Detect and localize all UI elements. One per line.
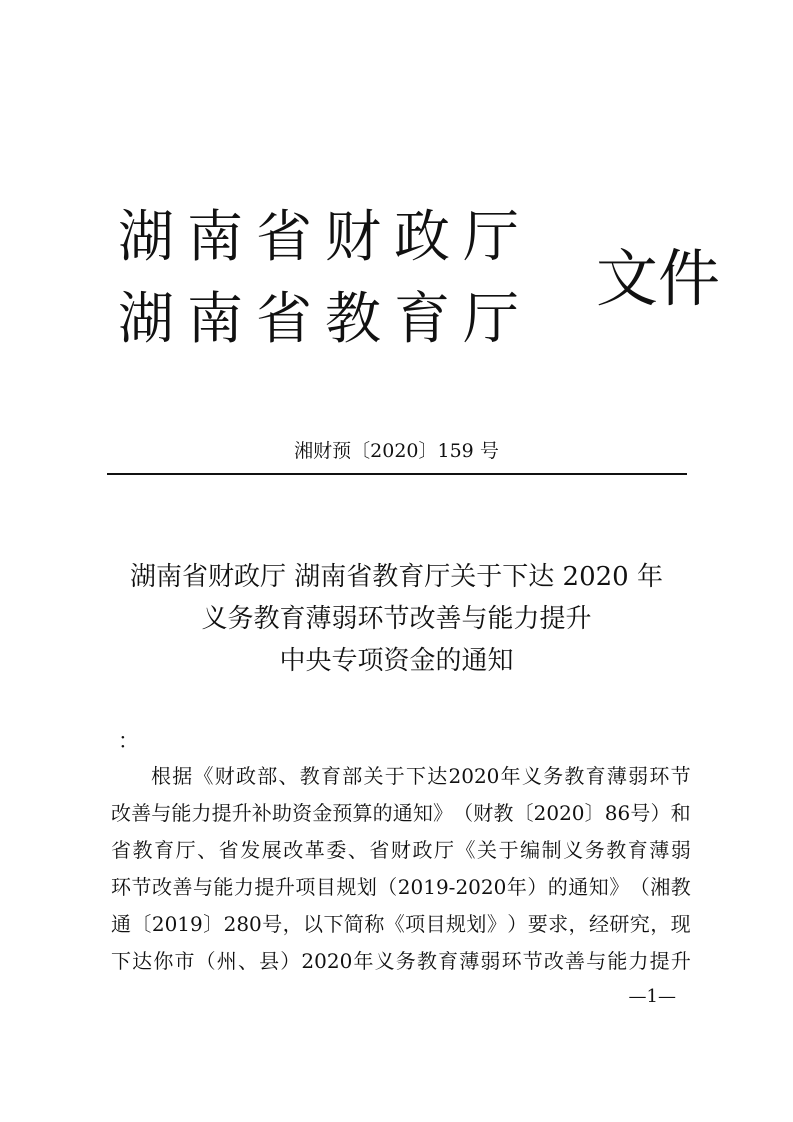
body-glyph: （ — [453, 801, 474, 825]
title-line: 义务教育薄弱环节改善与能力提升 — [201, 604, 592, 634]
body-glyph: 年 — [506, 875, 527, 899]
body-glyph: 力 — [191, 801, 212, 825]
body-glyph: 《 — [193, 764, 214, 788]
page-number: —1— — [628, 986, 676, 1007]
body-glyph: 的 — [372, 801, 393, 825]
body-glyph: 薄 — [606, 764, 627, 788]
body-glyph: 薄 — [459, 949, 480, 973]
body-glyph: 改 — [543, 949, 564, 973]
body-glyph: 升 — [231, 801, 252, 825]
body-glyph: 育 — [154, 838, 175, 862]
body-glyph: 86 — [604, 801, 631, 825]
body-glyph: 教 — [416, 949, 437, 973]
body-glyph: 的 — [547, 875, 568, 899]
body-glyph: 提 — [211, 801, 232, 825]
body-glyph: 2020 — [301, 949, 353, 973]
title-line: 中央专项资金的通知 — [279, 646, 514, 676]
body-glyph: 2020 — [533, 801, 585, 825]
body-glyph: 力 — [233, 875, 254, 899]
body-glyph: 教 — [670, 875, 691, 899]
body-glyph: 关 — [363, 764, 384, 788]
body-glyph: 弱 — [628, 764, 649, 788]
body-glyph: 改 — [151, 875, 172, 899]
body-glyph: 编 — [520, 838, 541, 862]
body-glyph: 现 — [670, 912, 691, 936]
body-text — [111, 758, 691, 980]
body-glyph: 《 — [384, 912, 405, 936]
body-line — [111, 906, 691, 943]
body-glyph: 升 — [670, 949, 691, 973]
body-glyph: 〕 — [203, 912, 224, 936]
document-number: 湘财预〔2020〕159 号 — [294, 440, 499, 462]
body-glyph: 发 — [240, 838, 261, 862]
body-glyph: 要 — [527, 912, 548, 936]
body-glyph: 州 — [216, 949, 237, 973]
body-glyph: 280 — [223, 912, 262, 936]
body-glyph: 下 — [111, 949, 131, 973]
header-divider — [107, 473, 687, 475]
body-glyph: 、 — [347, 838, 368, 862]
body-glyph: 政 — [236, 764, 256, 788]
body-glyph: 划 — [466, 912, 487, 936]
body-glyph: 金 — [312, 801, 333, 825]
body-glyph: 算 — [352, 801, 373, 825]
body-glyph: 2020 — [448, 764, 500, 788]
body-glyph: 委 — [326, 838, 347, 862]
body-glyph: 》 — [486, 912, 507, 936]
body-glyph: ， — [568, 912, 589, 936]
body-glyph: ， — [282, 912, 303, 936]
body-glyph: 提 — [254, 875, 275, 899]
addressee: ： — [118, 729, 139, 753]
body-glyph: 厅 — [175, 838, 196, 862]
body-glyph: ） — [507, 912, 528, 936]
body-glyph: 教 — [564, 764, 585, 788]
body-glyph: 育 — [585, 764, 606, 788]
body-glyph: 求 — [548, 912, 569, 936]
body-glyph: 财 — [214, 764, 235, 788]
body-glyph: 教 — [606, 838, 627, 862]
body-glyph: 、 — [237, 949, 258, 973]
body-glyph: 部 — [342, 764, 363, 788]
issuer-finance-department: 湖南省财政厅 — [118, 205, 532, 270]
body-glyph: 务 — [395, 949, 416, 973]
body-glyph: 年 — [353, 949, 374, 973]
issuer-education-department: 湖南省教育厅 — [118, 287, 532, 352]
title-line: 湖南省财政厅 湖南省教育厅关于下达 2020 年 — [130, 562, 663, 592]
body-glyph: 规 — [446, 912, 466, 936]
body-glyph: 环 — [649, 764, 670, 788]
document-header — [118, 200, 721, 380]
body-glyph: 目 — [425, 912, 446, 936]
body-glyph: 号 — [262, 912, 283, 936]
body-glyph: 节 — [670, 764, 691, 788]
body-glyph: 年 — [500, 764, 521, 788]
body-glyph: 划 — [356, 875, 377, 899]
body-glyph: 弱 — [480, 949, 501, 973]
body-glyph: 达 — [132, 949, 153, 973]
body-glyph: 下 — [323, 912, 344, 936]
body-glyph: （ — [629, 875, 650, 899]
body-glyph: ） — [650, 801, 671, 825]
body-glyph: 县 — [259, 949, 280, 973]
body-glyph: 力 — [628, 949, 649, 973]
body-glyph: 善 — [131, 801, 152, 825]
body-glyph: 育 — [627, 838, 648, 862]
body-glyph: 环 — [501, 949, 522, 973]
body-glyph: 你 — [153, 949, 174, 973]
body-glyph: 项 — [295, 875, 316, 899]
body-glyph: 》 — [609, 875, 630, 899]
body-glyph: 弱 — [670, 838, 691, 862]
body-glyph: 务 — [584, 838, 605, 862]
body-glyph: 节 — [131, 875, 152, 899]
body-glyph: 下 — [406, 764, 426, 788]
body-glyph: 于 — [384, 764, 405, 788]
body-glyph: 通 — [392, 801, 413, 825]
body-glyph: 〔 — [513, 801, 534, 825]
body-glyph: （ — [195, 949, 216, 973]
body-glyph: 教 — [132, 838, 153, 862]
body-glyph: 预 — [332, 801, 353, 825]
body-glyph: 市 — [174, 949, 195, 973]
body-line — [111, 795, 691, 832]
body-line — [111, 943, 691, 980]
body-glyph: 目 — [315, 875, 336, 899]
body-glyph: 2019-2020 — [397, 875, 507, 899]
body-glyph: 《 — [455, 838, 476, 862]
body-glyph: 根 — [151, 764, 171, 788]
body-glyph: 制 — [541, 838, 562, 862]
body-glyph: 2019 — [151, 912, 203, 936]
body-glyph: 〔 — [131, 912, 152, 936]
body-glyph: 薄 — [649, 838, 670, 862]
body-glyph: 通 — [111, 912, 131, 936]
body-glyph: 省 — [111, 838, 131, 862]
body-glyph: 展 — [261, 838, 282, 862]
body-glyph: 改 — [283, 838, 304, 862]
body-glyph: 提 — [649, 949, 670, 973]
body-glyph: 资 — [292, 801, 313, 825]
body-line — [111, 869, 691, 906]
body-glyph: 务 — [543, 764, 564, 788]
body-glyph: 以 — [303, 912, 324, 936]
document-title — [0, 556, 793, 682]
body-glyph: 义 — [563, 838, 584, 862]
body-glyph: 与 — [192, 875, 213, 899]
body-glyph: 义 — [374, 949, 395, 973]
body-glyph: 究 — [629, 912, 650, 936]
body-glyph: 规 — [336, 875, 357, 899]
body-glyph: 与 — [586, 949, 607, 973]
body-glyph: 政 — [412, 838, 433, 862]
body-glyph: 知 — [412, 801, 433, 825]
body-glyph: ） — [280, 949, 301, 973]
body-glyph: 经 — [588, 912, 609, 936]
body-glyph: 据 — [172, 764, 193, 788]
body-line — [111, 832, 691, 869]
body-glyph: 和 — [670, 801, 691, 825]
body-glyph: 能 — [213, 875, 234, 899]
body-glyph: ） — [527, 875, 548, 899]
body-glyph: 环 — [111, 875, 131, 899]
body-glyph: 于 — [498, 838, 519, 862]
body-glyph: 厅 — [433, 838, 454, 862]
body-glyph: 财 — [390, 838, 411, 862]
body-glyph: 项 — [405, 912, 426, 936]
body-glyph: 善 — [565, 949, 586, 973]
body-glyph: 、 — [278, 764, 299, 788]
body-glyph: 部 — [257, 764, 278, 788]
body-glyph: 、 — [197, 838, 218, 862]
body-glyph: 号 — [630, 801, 651, 825]
body-glyph: ， — [650, 912, 671, 936]
body-glyph: 助 — [272, 801, 292, 825]
body-glyph: 称 — [364, 912, 385, 936]
body-glyph: 通 — [568, 875, 589, 899]
body-glyph: 知 — [588, 875, 609, 899]
body-glyph: 升 — [274, 875, 295, 899]
body-glyph: 湘 — [650, 875, 671, 899]
body-glyph: 省 — [369, 838, 390, 862]
body-glyph: 能 — [171, 801, 192, 825]
body-glyph: 与 — [151, 801, 172, 825]
body-glyph: 义 — [521, 764, 542, 788]
document-suffix: 文件 — [596, 242, 721, 315]
body-glyph: 节 — [522, 949, 543, 973]
body-glyph: 关 — [477, 838, 498, 862]
body-line — [111, 758, 691, 795]
body-glyph: 育 — [321, 764, 341, 788]
body-glyph: 育 — [438, 949, 459, 973]
body-glyph: 》 — [433, 801, 453, 825]
body-glyph: （ — [377, 875, 398, 899]
body-glyph: 善 — [172, 875, 193, 899]
body-glyph: 能 — [607, 949, 628, 973]
body-glyph: 改 — [111, 801, 131, 825]
body-glyph: 财 — [473, 801, 494, 825]
body-glyph: 教 — [493, 801, 514, 825]
body-glyph: 省 — [218, 838, 239, 862]
body-glyph: 研 — [609, 912, 630, 936]
body-glyph: 简 — [343, 912, 364, 936]
body-glyph: 补 — [251, 801, 272, 825]
body-glyph: 教 — [299, 764, 320, 788]
body-glyph: 〕 — [584, 801, 605, 825]
body-glyph: 达 — [427, 764, 448, 788]
body-glyph: 革 — [304, 838, 325, 862]
